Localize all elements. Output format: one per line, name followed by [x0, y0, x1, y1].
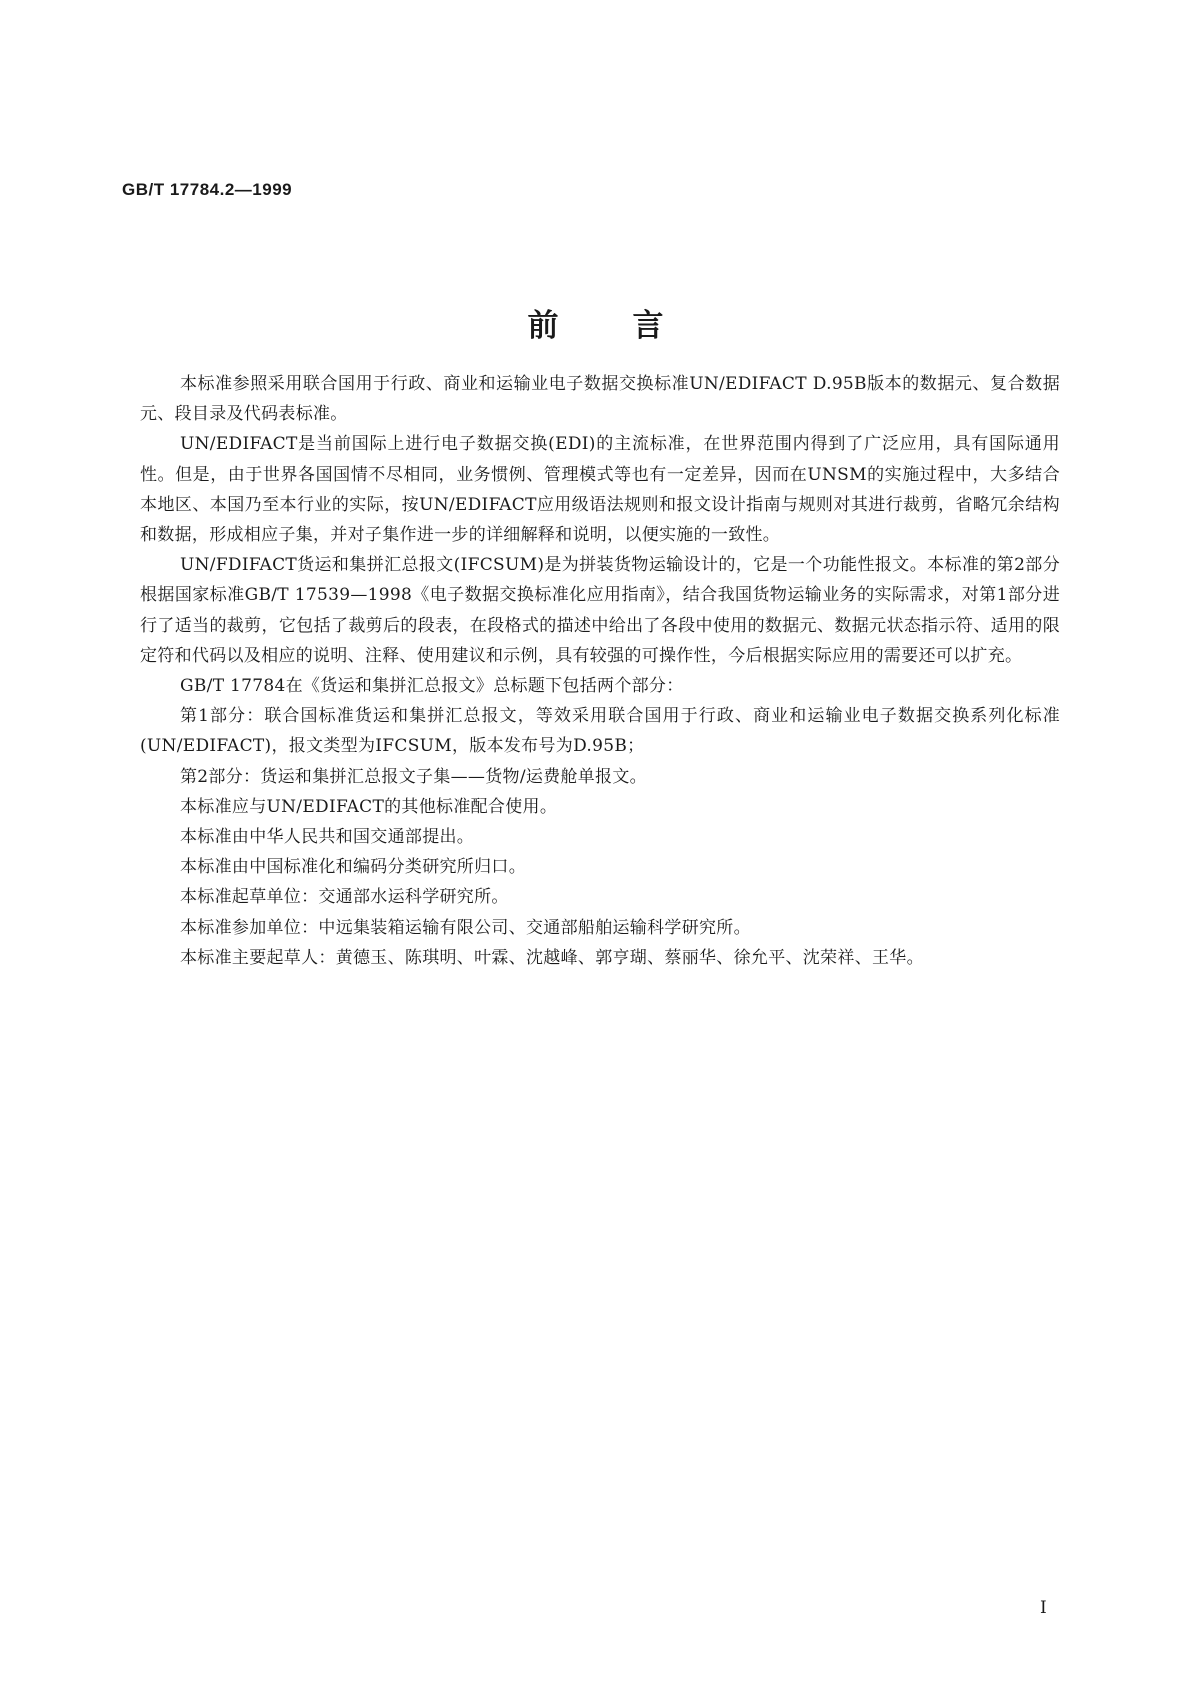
- paragraph-11: 本标准参加单位：中远集装箱运输有限公司、交通部船舶运输科学研究所。: [180, 917, 751, 938]
- standard-number: GB/T 17784.2—1999: [122, 180, 293, 199]
- page-number: I: [1040, 1598, 1047, 1618]
- paragraph-7: 本标准应与UN/EDIFACT的其他标准配合使用。: [180, 796, 558, 817]
- paragraph-2: UN/EDIFACT是当前国际上进行电子数据交换(EDI)的主流标准，在世界范围内得到了广泛应用，具有国际通用性。但是，由于世界各国国情不尽相同，业务惯例、管理模式等也有一定差异，因而在UNSM的实施过程中，大多结合本地区、本国乃至本行业的实际，按UN/EDIFACT应用级语法规则和报文设计指南与规则对其进行裁剪，省略冗余结构和数据，形成相应子集，并对子集作进一步的详细解释和说明，以便实施的一致性。: [140, 434, 1060, 546]
- paragraph-9: 本标准由中国标准化和编码分类研究所归口。: [180, 857, 526, 878]
- paragraph-12: 本标准主要起草人：黄德玉、陈琪明、叶霖、沈越峰、郭亨瑚、蔡丽华、徐允平、沈荣祥、王华。: [180, 947, 924, 968]
- paragraph-8: 本标准由中华人民共和国交通部提出。: [180, 827, 475, 848]
- paragraph-1: 本标准参照采用联合国用于行政、商业和运输业电子数据交换标准UN/EDIFACT D.95B版本的数据元、复合数据元、段目录及代码表标准。: [140, 374, 1060, 425]
- page-title: 前言: [527, 308, 738, 344]
- foreword-body: [140, 369, 1060, 973]
- paragraph-5: 第1部分：联合国标准货运和集拼汇总报文，等效采用联合国用于行政、商业和运输业电子数据交换系列化标准(UN/EDIFACT)，报文类型为IFCSUM，版本发布号为D.95B；: [140, 706, 1060, 757]
- paragraph-6: 第2部分：货运和集拼汇总报文子集——货物/运费舱单报文。: [180, 766, 647, 787]
- paragraph-3: UN/FDIFACT货运和集拼汇总报文(IFCSUM)是为拼装货物运输设计的，它是一个功能性报文。本标准的第2部分根据国家标准GB/T 17539—1998《电子数据交换标准化应用指南》，结合我国货物运输业务的实际需求，对第1部分进行了适当的裁剪，它包括了裁剪后的段表，在段格式的描述中给出了各段中使用的数据元、数据元状态指示符、适用的限定符和代码以及相应的说明、注释、使用建议和示例，具有较强的可操作性，今后根据实际应用的需要还可以扩充。: [140, 555, 1060, 666]
- paragraph-4: GB/T 17784在《货运和集拼汇总报文》总标题下包括两个部分：: [180, 676, 684, 697]
- paragraph-10: 本标准起草单位：交通部水运科学研究所。: [180, 887, 509, 908]
